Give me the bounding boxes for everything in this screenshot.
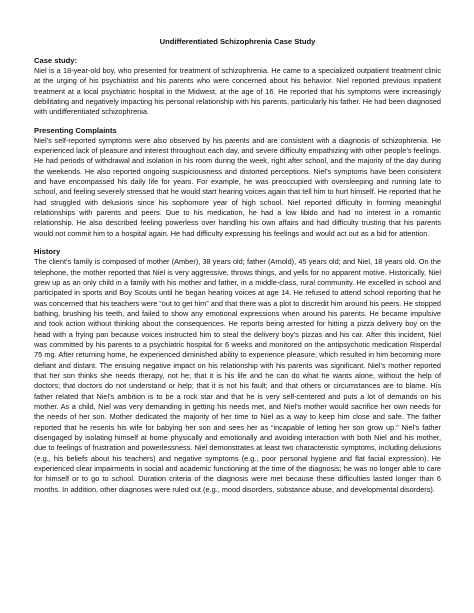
section-body-history: The client’s family is composed of mother (Amber), 38 years old; father (Arnold), 45 years old; and Niel, 18 years old. On the telephone, the mother reported that Niel is very aggressive, throws things, and yells for no apparent motive. Historically, Niel grew up as an only child in a family with his mother and father, in a middle-class, rural community. He excelled in school and participated in sports and Boy Scouts until he began hearing voices at age 14. He refused to attend school reporting that he was concerned that his teachers were “out to get him” and that there was a plot to discredit him around his peers. He stopped bathing, brushing his teeth, and failed to show any emotional expressions when around his parents. He became impulsive and took action without thinking about the consequences. He reports being arrested for hitting a pizza delivery boy on the head with a frying pan because voices instructed him to steal the delivery boy’s pizzas and his car. After this incident, Niel was committed by his parents to a psychiatric hospital for 6 weeks and monitored on the antipsychotic medication Risperdal 75 mg. After returning home, he experienced diminished ability to experience pleasure, which resulted in him becoming more defiant and distant. The ensuing negative impact on his relationship with his parents was significant. Niel’s mother reported that her son thinks she needs therapy, not he; that it is his life and he can do what he wants alone, without the help of doctors; that doctors do not understand or help; that it is not his fault; and that others or circumstances are to blame. His father related that Niel’s ambition is to be a rock star and that he is very self-centered and puts a lot of demands on his mother. As a child, Niel was very demanding in getting his needs met, and Niel’s mother would sacrifice her own needs for the needs of her son. Mother dedicated the majority of her time to Niel as a way to keep him close and safe. The father reported that he resents his wife for babying her son and sees her as “incapable of letting her son grow up.” Niel’s father disengaged by isolating himself at home physically and emotionally and avoiding interaction with both Niel and his mother, due to feelings of frustration and powerlessness. Niel demonstrates at least two characteristic symptoms, including delusions (e.g., his beliefs about his teachers) and negative symptoms (e.g., poor personal hygiene and flat facial expression). He experienced clear impairments in social and academic functioning at the time of the diagnosis; he was no longer able to care for himself or to go to school. Duration criteria of the diagnosis were met because these difficulties lasted longer than 6 months. In addition, other diagnoses were ruled out (e.g., mood disorders, substance abuse, and developmental disorders). — [34, 257, 441, 494]
section-heading-history: History — [34, 247, 61, 257]
section-body-case-study: Niel is a 18-year-old boy, who presented for treatment of schizophrenia. He came to a specialized outpatient treatment clinic at the urging of his psychiatrist and his parents who were concerned about his behavior. Niel reported previous inpatient treatment at a local psychiatric hospital in the Midwest, at the age of 16. He reported that his symptoms were increasingly debilitating and negatively impacting his personal relationship with his parents, particularly his father. He had been diagnosed with undifferentiated schizophrenia. — [34, 66, 441, 117]
section-case-study — [34, 56, 441, 118]
section-body-presenting-complaints: Niel’s self-reported symptoms were also observed by his parents and are consistent with a diagnosis of schizophrenia. He experienced lack of pleasure and interest throughout each day, and severe difficulty empathizing with other people’s feelings. He had periods of withdrawal and isolation in his room during the week, right after school, and the majority of the day during the weekends. He also reported ongoing suspiciousness and distorted perceptions. Niel’s symptoms have been consistent and have encompassed his daily life for years. For example, he was preoccupied with oversleeping and running late to school, and feeling severely stressed that he would start hearing voices again that tell him to hurt himself. He reported that he had struggled with delusions since his sophomore year of high school. Niel reported difficulty in forming meaningful relationships with parents and peers. Due to his medication, he had a low libido and had no interest in a romantic relationship. He also described feeling powerless over handling his own affairs and had difficulty trusting that his parents would not commit him to a hospital again. He had difficulty expressing his feelings and would act out as a bid for attention. — [34, 135, 441, 238]
section-presenting-complaints — [34, 126, 441, 239]
document-title: Undifferentiated Schizophrenia Case Study — [159, 37, 316, 46]
section-heading-case-study: Case study: — [34, 56, 78, 65]
section-heading-presenting-complaints: Presenting Complaints — [34, 125, 117, 135]
section-history — [34, 247, 441, 495]
